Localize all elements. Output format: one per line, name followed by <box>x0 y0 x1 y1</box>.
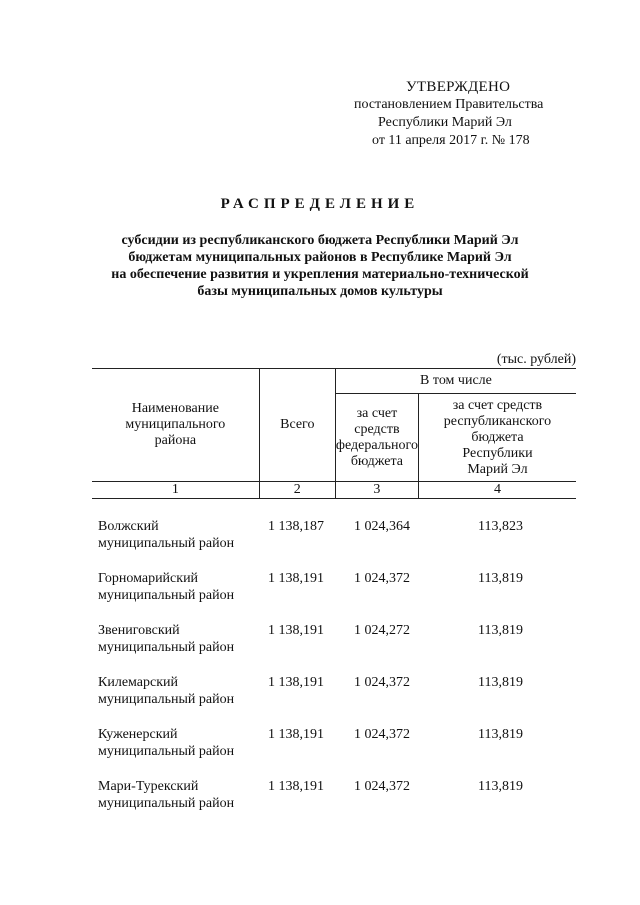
total-value: 1 138,191 <box>268 675 324 690</box>
total-value: 1 138,187 <box>268 519 324 534</box>
total-value: 1 138,191 <box>268 727 324 742</box>
federal-value: 1 024,272 <box>354 623 410 638</box>
federal-value: 1 024,372 <box>354 571 410 586</box>
column-number: 2 <box>259 482 335 499</box>
republic-value: 113,819 <box>478 779 523 794</box>
document-subtitle <box>0 232 640 300</box>
table-row <box>0 778 640 830</box>
distribution-table-header <box>92 368 576 499</box>
district-name: Волжский муниципальный район <box>98 519 235 551</box>
republic-value: 113,823 <box>478 519 523 534</box>
district-name: Горномарийский муниципальный район <box>98 571 235 603</box>
district-name: Звениговский муниципальный район <box>98 623 235 655</box>
republic-value: 113,819 <box>478 727 523 742</box>
republic-value: 113,819 <box>478 675 523 690</box>
table-row <box>0 570 640 622</box>
header-including: В том числе <box>335 369 576 394</box>
header-total: Всего <box>259 369 335 482</box>
republic-value: 113,819 <box>478 623 523 638</box>
subtitle-line: базы муниципальных домов культуры <box>197 284 443 299</box>
subtitle-line: субсидии из республиканского бюджета Республики Марий Эл <box>121 233 519 248</box>
approval-line-1: постановлением Правительства <box>354 97 544 112</box>
column-number: 3 <box>335 482 418 499</box>
approval-line-3: от 11 апреля 2017 г. № 178 <box>372 133 530 148</box>
approval-heading: УТВЕРЖДЕНО <box>406 79 511 95</box>
federal-value: 1 024,364 <box>354 519 410 534</box>
column-number: 1 <box>92 482 259 499</box>
unit-label: (тыс. рублей) <box>496 352 576 367</box>
district-name: Куженерский муниципальный район <box>98 727 235 759</box>
republic-value: 113,819 <box>478 571 523 586</box>
district-name: Килемарский муниципальный район <box>98 675 235 707</box>
table-row <box>0 622 640 674</box>
subtitle-line: на обеспечение развития и укрепления материально-технической <box>111 267 529 282</box>
document-title: РАСПРЕДЕЛЕНИЕ <box>220 196 420 212</box>
total-value: 1 138,191 <box>268 623 324 638</box>
approval-stamp <box>340 78 600 150</box>
header-republic: за счет средств республиканского бюджета Республики Марий Эл <box>418 394 576 482</box>
total-value: 1 138,191 <box>268 779 324 794</box>
header-federal: за счет средств федерального бюджета <box>335 394 418 482</box>
district-name: Мари-Турекский муниципальный район <box>98 779 235 811</box>
subtitle-line: бюджетам муниципальных районов в Республике Марий Эл <box>128 250 512 265</box>
table-row <box>0 726 640 778</box>
table-body <box>0 518 640 830</box>
federal-value: 1 024,372 <box>354 675 410 690</box>
column-number: 4 <box>418 482 576 499</box>
table-row <box>0 674 640 726</box>
table-row <box>0 518 640 570</box>
total-value: 1 138,191 <box>268 571 324 586</box>
federal-value: 1 024,372 <box>354 727 410 742</box>
federal-value: 1 024,372 <box>354 779 410 794</box>
header-name: Наименование муниципального района <box>92 369 259 482</box>
approval-line-2: Республики Марий Эл <box>378 115 512 130</box>
